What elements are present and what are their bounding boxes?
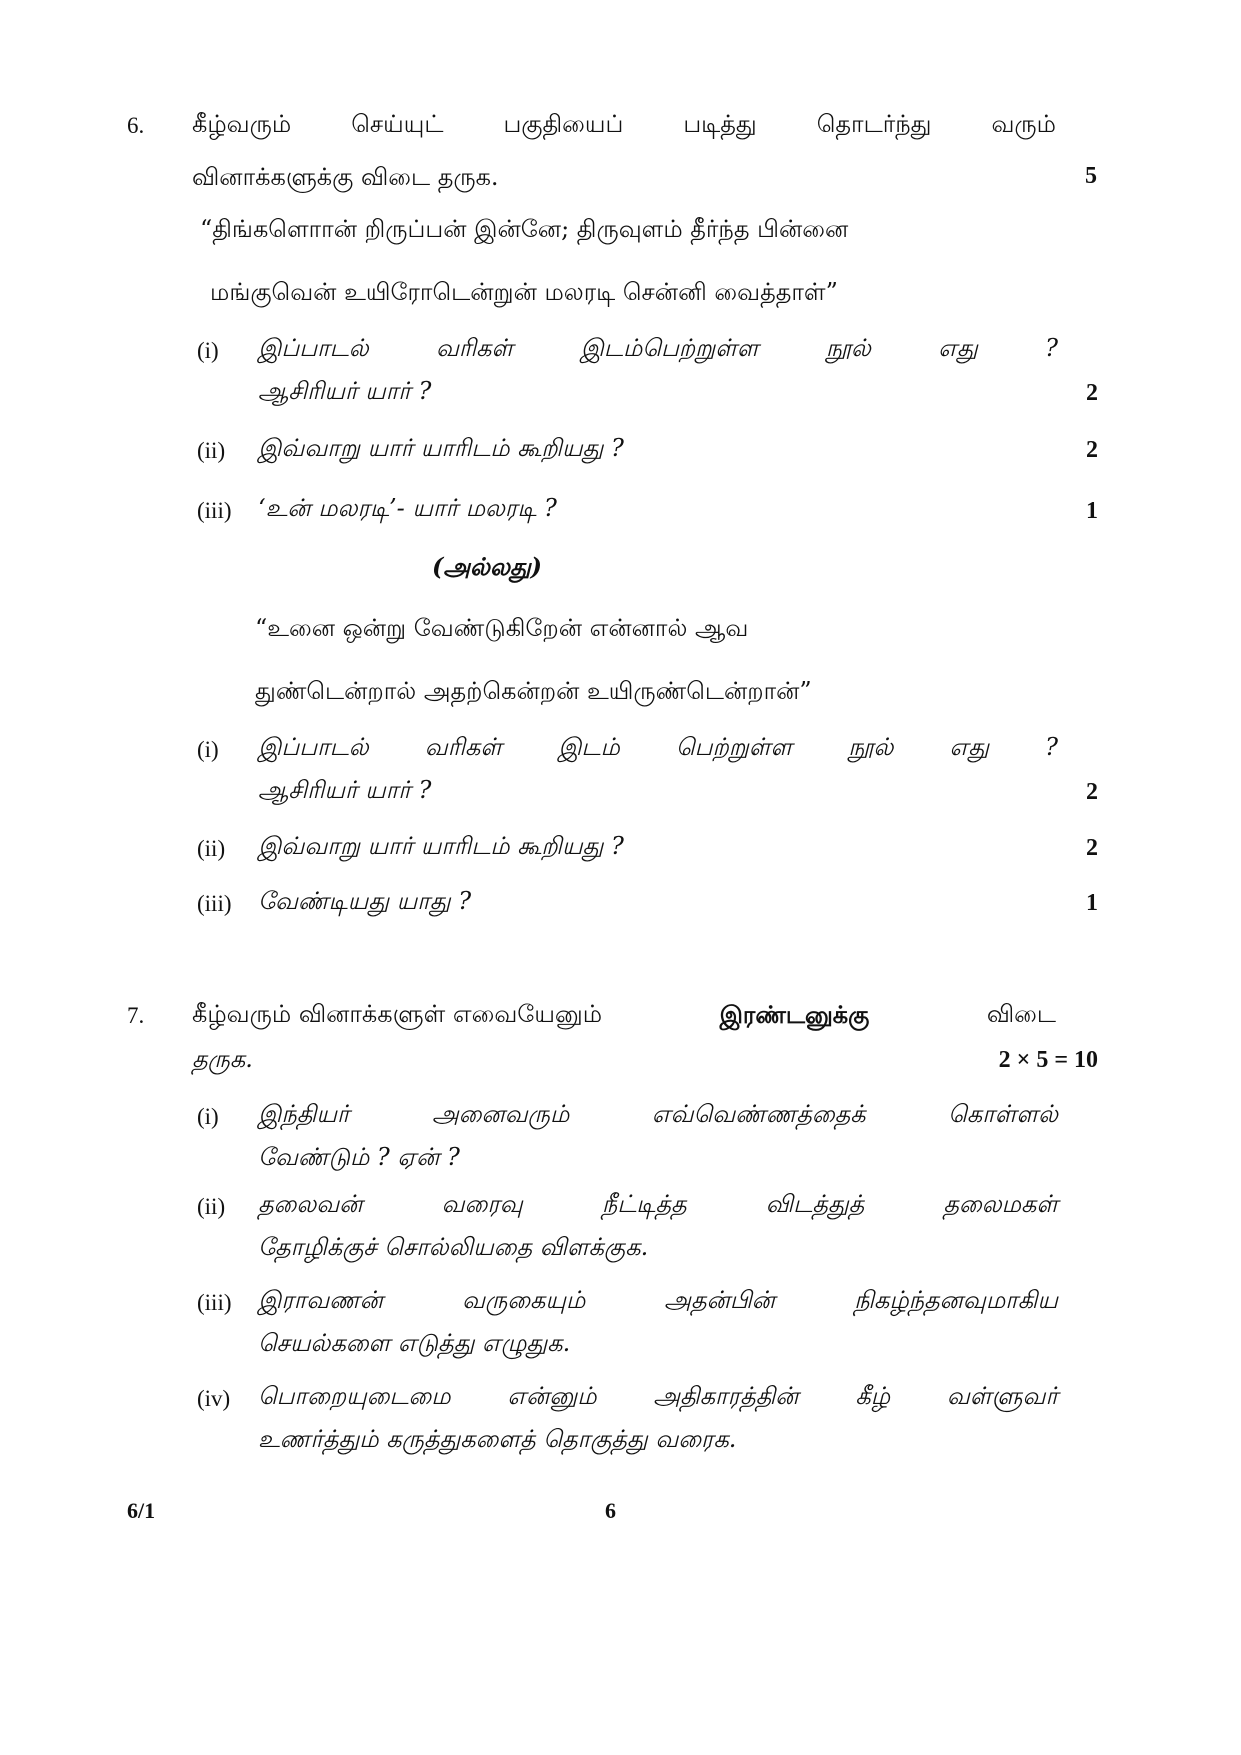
q7-item-iv-line2: உணர்த்தும் கருத்துகளைத் தொகுத்து வரைக. bbox=[258, 1425, 737, 1453]
question-7-prompt-line1 bbox=[192, 1000, 1056, 1032]
or-label: (அல்லது) bbox=[432, 552, 543, 581]
set1-item-iii-label: (iii) bbox=[197, 498, 232, 523]
question-7-marks: 2 × 5 = 10 bbox=[998, 1047, 1098, 1073]
set2-item-iii-label: (iii) bbox=[197, 891, 232, 916]
q7-item-iii-label: (iii) bbox=[197, 1290, 232, 1315]
q7-item-iv-label: (iv) bbox=[197, 1386, 231, 1411]
question-6-marks: 5 bbox=[1085, 163, 1097, 189]
set2-item-i-line2: ஆசிரியர் யார் ? bbox=[258, 776, 432, 804]
set1-item-ii-label: (ii) bbox=[197, 438, 226, 463]
q7-item-ii-label: (ii) bbox=[197, 1194, 226, 1219]
set2-item-iii-marks: 1 bbox=[1086, 890, 1098, 916]
set1-item-i-line2: ஆசிரியர் யார் ? bbox=[258, 377, 432, 405]
set1-item-iii-marks: 1 bbox=[1086, 498, 1098, 524]
q7-item-i-line1: இந்தியர் அனைவரும் எவ்வெண்ணத்தைக் கொள்ளல் bbox=[258, 1100, 1058, 1128]
set2-item-i-line1: இப்பாடல் வரிகள் இடம் பெற்றுள்ள நூல் எது ? bbox=[258, 733, 1058, 761]
q7-item-iii-line1: இராவணன் வருகையும் அதன்பின் நிகழ்ந்தனவுமாகிய bbox=[258, 1286, 1058, 1314]
set1-item-i-marks: 2 bbox=[1086, 380, 1098, 406]
question-7-number: 7. bbox=[127, 1003, 145, 1028]
page-number: 6 bbox=[605, 1498, 616, 1523]
q7-item-ii-line1: தலைவன் வரைவு நீட்டித்த விடத்துத் தலைமகள் bbox=[258, 1190, 1058, 1218]
set2-item-ii-label: (ii) bbox=[197, 836, 226, 861]
poem-1-line1: “திங்களொான் றிருப்பன் இன்னே; திருவுளம் தீர்ந்த பின்னை bbox=[200, 215, 849, 243]
set1-item-ii-marks: 2 bbox=[1086, 437, 1098, 463]
set2-item-ii-text: இவ்வாறு யார் யாரிடம் கூறியது ? bbox=[258, 832, 624, 860]
poem-1-line2: மங்குவென் உயிரோடென்றுன் மலரடி சென்னி வைத்தாள்” bbox=[210, 278, 838, 306]
poem-2-line1: “உனை ஒன்று வேண்டுகிறேன் என்னால் ஆவ bbox=[255, 614, 749, 642]
set2-item-ii-marks: 2 bbox=[1086, 835, 1098, 861]
q7-item-iv-line1: பொறையுடைமை என்னும் அதிகாரத்தின் கீழ் வள்ளுவர் bbox=[258, 1382, 1058, 1410]
set2-item-i-marks: 2 bbox=[1086, 779, 1098, 805]
question-7-prompt-part-a: கீழ்வரும் வினாக்களுள் எவையேனும் bbox=[192, 1000, 603, 1028]
set1-item-ii-text: இவ்வாறு யார் யாரிடம் கூறியது ? bbox=[258, 434, 624, 462]
set1-item-iii-text: ‘உன் மலரடி’- யார் மலரடி ? bbox=[258, 494, 557, 522]
set2-item-i-label: (i) bbox=[197, 737, 219, 762]
question-7-prompt-part-b: விடை bbox=[986, 1000, 1056, 1028]
question-6-prompt-line1: கீழ்வரும் செய்யுட் பகுதியைப் படித்து தொடர்ந்து வரும் bbox=[192, 110, 1056, 138]
question-7-prompt-emphasis: இரண்டனுக்கு bbox=[719, 1000, 870, 1029]
question-6-prompt-line2: வினாக்களுக்கு விடை தருக. bbox=[192, 163, 499, 191]
q7-item-iii-line2: செயல்களை எடுத்து எழுதுக. bbox=[258, 1329, 571, 1357]
q7-item-ii-line2: தோழிக்குச் சொல்லியதை விளக்குக. bbox=[258, 1233, 649, 1261]
poem-2-line2: துண்டென்றால் அதற்கென்றன் உயிருண்டென்றான்” bbox=[255, 677, 812, 705]
set2-item-iii-text: வேண்டியது யாது ? bbox=[258, 887, 472, 915]
question-6-number: 6. bbox=[127, 113, 145, 138]
question-7-prompt-line2: தருக. bbox=[192, 1045, 253, 1073]
set1-item-i-label: (i) bbox=[197, 338, 219, 363]
q7-item-i-label: (i) bbox=[197, 1104, 219, 1129]
q7-item-i-line2: வேண்டும் ? ஏன் ? bbox=[258, 1143, 460, 1171]
footer-code: 6/1 bbox=[127, 1498, 156, 1523]
set1-item-i-line1: இப்பாடல் வரிகள் இடம்பெற்றுள்ள நூல் எது ? bbox=[258, 334, 1058, 362]
